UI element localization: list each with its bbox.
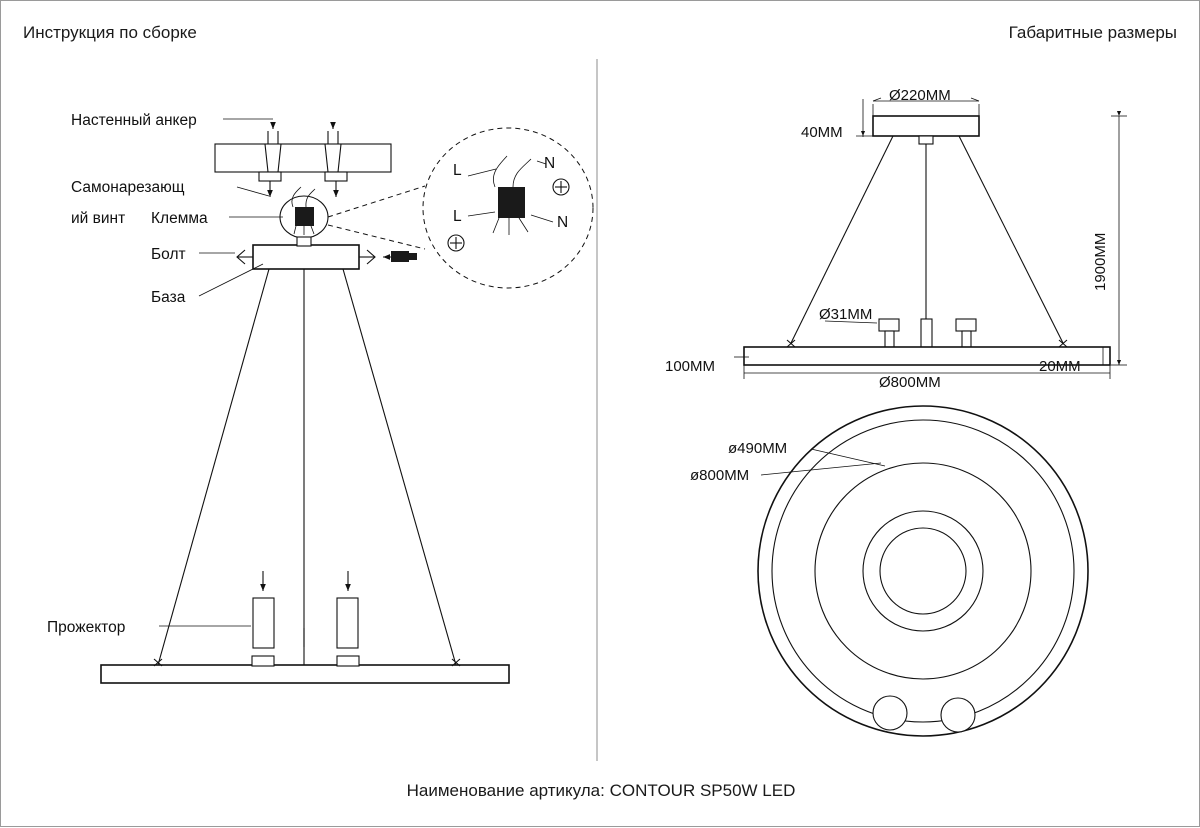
- leader-screw: [237, 187, 269, 196]
- assembly-diagram: [47, 112, 593, 683]
- cable-left: [158, 269, 269, 665]
- ceiling-slab: [215, 144, 391, 172]
- dim-plan-outer-diameter: ø800ММ: [690, 467, 750, 484]
- article-name: Наименование артикула: CONTOUR SP50W LED: [406, 781, 796, 800]
- plan-spotlight-left: [873, 696, 907, 730]
- spotlight-right: [337, 598, 358, 648]
- wire-label-n-top: N: [544, 155, 556, 172]
- terminal-block: [280, 187, 328, 238]
- dim-ring-diameter: Ø800ММ: [879, 374, 941, 391]
- label-bolt: Болт: [151, 246, 186, 263]
- label-screw-line2: ий винт: [71, 210, 126, 227]
- label-screw-line1: Самонарезающ: [71, 179, 185, 196]
- assembly-title: Инструкция по сборке: [23, 23, 197, 42]
- bracket-right: [325, 172, 347, 181]
- leader-base: [199, 264, 263, 296]
- plan-spotlight-right: [941, 698, 975, 732]
- dim-rod-diameter: Ø31ММ: [819, 306, 873, 323]
- canopy: [873, 116, 979, 136]
- bracket-left: [259, 172, 281, 181]
- wall-anchor-group: [265, 123, 341, 172]
- wire-label-l-bottom: L: [453, 208, 462, 225]
- elev-cable-right: [959, 136, 1063, 343]
- plan-view-drawing: [690, 406, 1088, 736]
- dim-ring-offset: 100ММ: [665, 358, 716, 375]
- plan-outer-ring: [758, 406, 1088, 736]
- label-spotlight: Прожектор: [47, 619, 126, 636]
- label-wall-anchor: Настенный анкер: [71, 112, 197, 129]
- dim-plan-inner-diameter: ø490ММ: [728, 440, 788, 457]
- wire-label-n-bottom: N: [557, 214, 569, 231]
- spotlight-left: [253, 598, 274, 648]
- dim-canopy-diameter: Ø220ММ: [889, 87, 951, 104]
- dimensions-title: Габаритные размеры: [1008, 23, 1177, 42]
- dim-canopy-height: 40ММ: [801, 124, 843, 141]
- cable-right: [343, 269, 456, 665]
- label-terminal: Клемма: [151, 210, 208, 227]
- dim-overall-height: 1900ММ: [1092, 232, 1109, 291]
- technical-drawing: [1, 1, 1200, 828]
- label-base: База: [151, 289, 186, 306]
- wire-label-l-top: L: [453, 162, 462, 179]
- dim-ring-thickness: 20ММ: [1039, 358, 1081, 375]
- ring-edge-view: [101, 665, 509, 683]
- elevation-drawing: [665, 87, 1127, 391]
